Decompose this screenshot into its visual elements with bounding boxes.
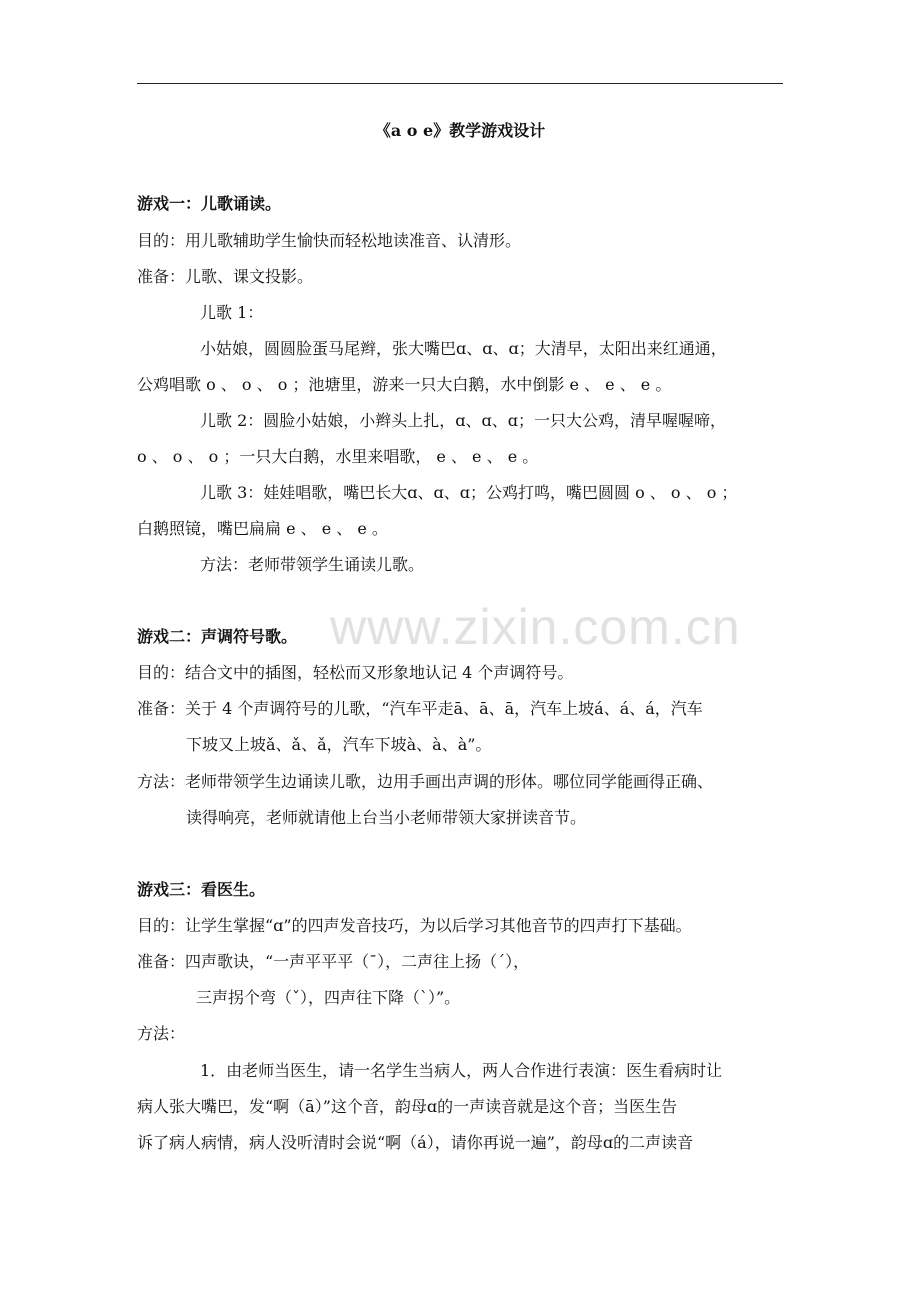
game3-method: 方法： [137, 1024, 186, 1043]
game3-heading: 游戏三：看医生。 [137, 880, 266, 899]
game2-prep-line2: 下坡又上坡ǎ、ǎ、ǎ，汽车下坡à、à、à”。 [186, 735, 492, 754]
song2-line2: o 、 o 、 o ；一只大白鹅，水里来唱歌， e 、 e 、 e 。 [137, 447, 539, 466]
game3-prep-line1: 准备：四声歌诀，“一声平平平（ˉ），二声往上扬（ˊ）， [137, 952, 530, 971]
watermark: www.zixin.com.cn [330, 599, 741, 655]
game1-purpose: 目的：用儿歌辅助学生愉快而轻松地读准音、认清形。 [137, 231, 522, 250]
song2-line1: 儿歌 2：圆脸小姑娘，小辫头上扎，ɑ、ɑ、ɑ；一只大公鸡，清早喔喔啼， [200, 411, 726, 430]
song1-line1: 小姑娘，圆圆脸蛋马尾辫，张大嘴巴ɑ、ɑ、ɑ；大清早，太阳出来红通通， [200, 339, 727, 358]
game2-method-line2: 读得响亮，老师就请他上台当小老师带领大家拼读音节。 [186, 808, 587, 827]
song3-line2: 白鹅照镜，嘴巴扁扁 e 、 e 、 e 。 [137, 519, 388, 538]
game3-step1-line2: 病人张大嘴巴，发“啊（ā）”这个音，韵母ɑ的一声读音就是这个音；当医生告 [137, 1097, 678, 1116]
song3-line1: 儿歌 3：娃娃唱歌，嘴巴长大ɑ、ɑ、ɑ；公鸡打鸣，嘴巴圆圆 o 、 o 、 o ； [200, 483, 738, 502]
game2-method-line1: 方法：老师带领学生边诵读儿歌，边用手画出声调的形体。哪位同学能画得正确、 [137, 772, 714, 791]
game3-step1-line1: 1．由老师当医生，请一名学生当病人，两人合作进行表演：医生看病时让 [200, 1061, 723, 1080]
song1-label: 儿歌 1： [200, 303, 264, 322]
song1-line2: 公鸡唱歌 o 、 o 、 o ；池塘里，游来一只大白鹅，水中倒影 e 、 e 、 e 。 [137, 375, 672, 394]
game2-heading: 游戏二：声调符号歌。 [137, 627, 298, 646]
header-rule [137, 83, 783, 84]
game1-heading: 游戏一：儿歌诵读。 [137, 194, 282, 213]
game3-step1-line3: 诉了病人病情，病人没听清时会说“啊（á），请你再说一遍”，韵母ɑ的二声读音 [137, 1133, 694, 1152]
game2-purpose: 目的：结合文中的插图，轻松而又形象地认记 4 个声调符号。 [137, 663, 574, 682]
page-title: 《a o e》教学游戏设计 [374, 121, 546, 140]
game2-prep-line1: 准备：关于 4 个声调符号的儿歌，“汽车平走ā、ā、ā，汽车上坡á、á、á，汽车 [137, 699, 703, 718]
game3-purpose: 目的：让学生掌握“ɑ”的四声发音技巧，为以后学习其他音节的四声打下基础。 [137, 916, 692, 935]
game3-prep-line2: 三声拐个弯（ˇ），四声往下降（ˋ）”。 [196, 988, 461, 1007]
game1-prep: 准备：儿歌、课文投影。 [137, 267, 314, 286]
game1-method: 方法：老师带领学生诵读儿歌。 [200, 555, 425, 574]
